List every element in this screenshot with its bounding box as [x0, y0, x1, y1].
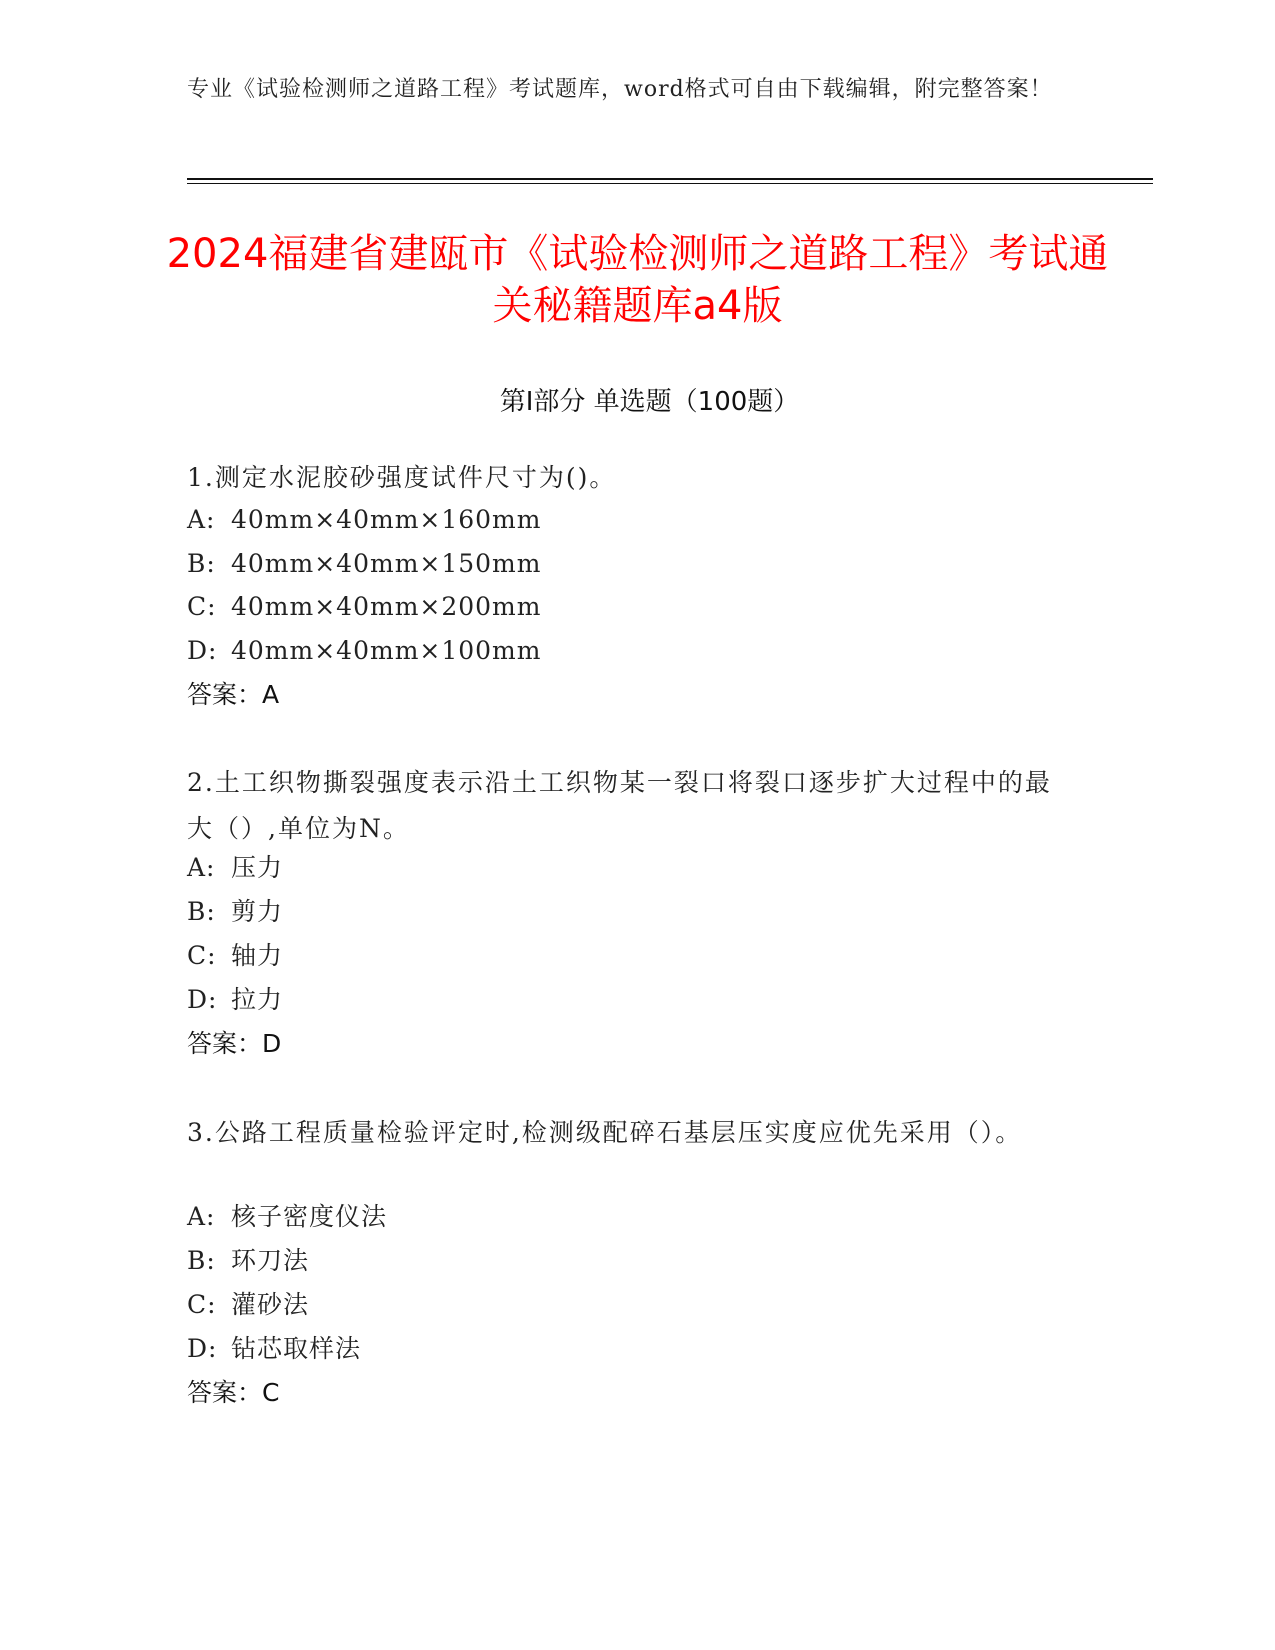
option-text: 拉力	[231, 985, 284, 1014]
header-note: 专业《试验检测师之道路工程》考试题库，word格式可自由下载编辑，附完整答案！	[187, 77, 1053, 102]
option-text: 40mm×40mm×160mm	[231, 505, 542, 534]
option-letter: D:	[187, 985, 218, 1014]
option-text: 轴力	[231, 941, 284, 970]
option-text: 环刀法	[231, 1246, 310, 1275]
question-1-option-d	[187, 634, 1067, 668]
option-text: 40mm×40mm×100mm	[231, 636, 542, 665]
option-letter: B:	[187, 1246, 216, 1275]
option-text: 钻芯取样法	[231, 1334, 362, 1363]
question-2-option-c	[187, 939, 1067, 973]
question-3-answer: 答案：C	[187, 1378, 280, 1407]
option-text: 核子密度仪法	[231, 1202, 388, 1231]
option-text: 40mm×40mm×200mm	[231, 592, 542, 621]
question-3-option-b	[187, 1244, 1067, 1278]
question-3-option-a	[187, 1200, 1067, 1234]
question-1-option-a	[187, 503, 1067, 537]
option-letter: A:	[187, 853, 216, 882]
document-title: 2024福建省建瓯市《试验检测师之道路工程》考试通关秘籍题库a4版	[166, 231, 1109, 329]
option-letter: D:	[187, 636, 218, 665]
question-2-text: 2.土工织物撕裂强度表示沿土工织物某一裂口将裂口逐步扩大过程中的最大（）,单位为N。	[187, 768, 1052, 843]
option-text: 40mm×40mm×150mm	[231, 549, 542, 578]
header-rule-thin	[187, 183, 1153, 184]
option-letter: A:	[187, 505, 216, 534]
option-text: 灌砂法	[231, 1290, 310, 1319]
question-2-answer: 答案：D	[187, 1029, 282, 1058]
option-letter: B:	[187, 897, 216, 926]
option-letter: B:	[187, 549, 216, 578]
option-text: 压力	[231, 853, 284, 882]
question-2-option-d	[187, 983, 1067, 1017]
option-text: 剪力	[231, 897, 284, 926]
question-2-option-b	[187, 895, 1067, 929]
header-rule-thick	[187, 178, 1153, 180]
question-1-answer: 答案：A	[187, 680, 280, 709]
question-3-option-c	[187, 1288, 1067, 1322]
question-3-option-d	[187, 1332, 1067, 1366]
question-1-option-c	[187, 590, 1067, 624]
section-heading: 第I部分 单选题（100题）	[499, 387, 800, 417]
option-letter: C:	[187, 941, 217, 970]
question-1-option-b	[187, 547, 1067, 581]
question-3-text: 3.公路工程质量检验评定时,检测级配碎石基层压实度应优先采用（）。	[187, 1118, 1023, 1147]
option-letter: A:	[187, 1202, 216, 1231]
question-2-option-a	[187, 851, 1067, 885]
question-1-text: 1.测定水泥胶砂强度试件尺寸为()。	[187, 463, 617, 492]
option-letter: D:	[187, 1334, 218, 1363]
option-letter: C:	[187, 592, 217, 621]
option-letter: C:	[187, 1290, 217, 1319]
